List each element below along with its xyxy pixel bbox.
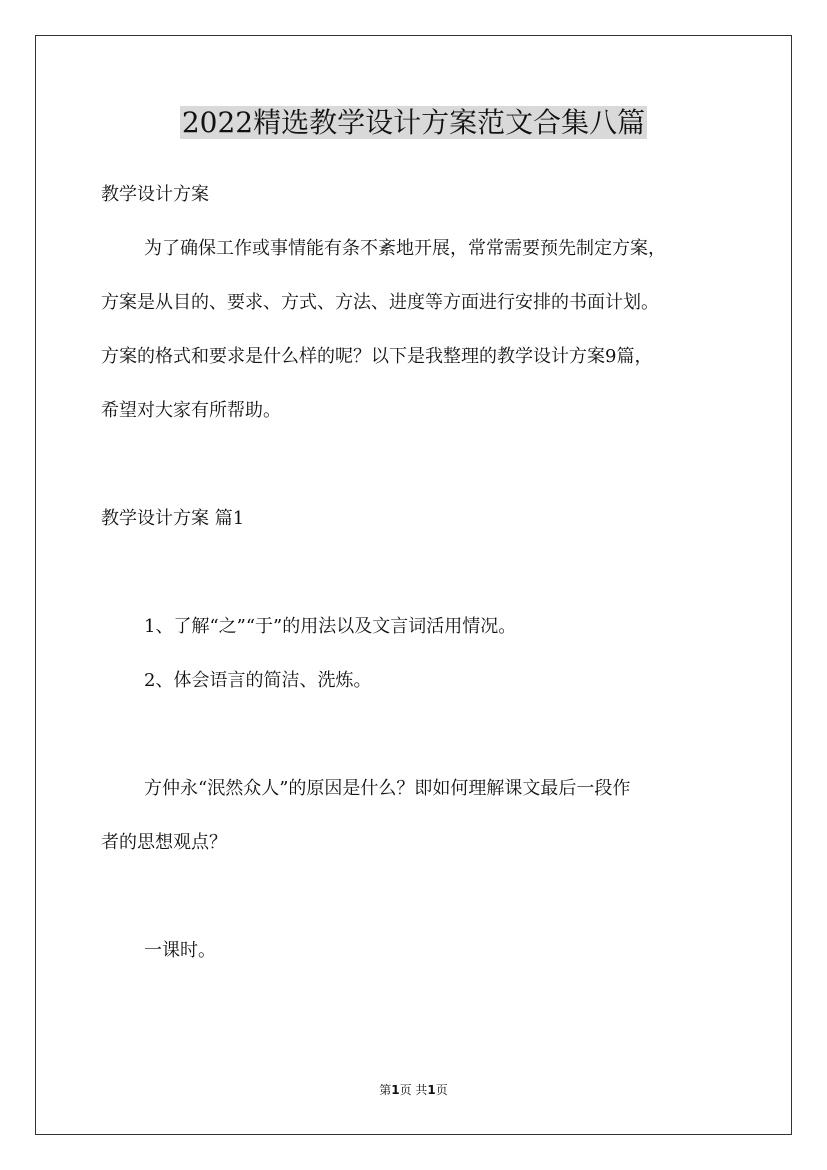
footer-suffix: 页 [435,1083,448,1097]
page-footer [0,1082,827,1098]
intro-line-1: 为了确保工作或事情能有条不紊地开展，常常需要预先制定方案， [144,238,666,259]
document-title-text: 2022精选教学设计方案范文合集八篇 [181,106,646,139]
question-line-2: 者的思想观点？ [101,832,227,853]
footer-current-page: 1 [391,1083,400,1097]
footer-prefix: 第 [379,1083,392,1097]
question-line-1: 方仲永“泯然众人”的原因是什么？即如何理解课文最后一段作 [144,778,631,799]
section-heading: 教学设计方案 [101,184,209,205]
footer-mid: 页 共 [399,1083,428,1097]
objective-1: 1、了解“之”“于”的用法以及文言词活用情况。 [144,616,517,637]
period-note: 一课时。 [144,940,216,961]
intro-line-4: 希望对大家有所帮助。 [101,400,281,421]
document-title [0,103,827,143]
intro-line-2: 方案是从目的、要求、方式、方法、进度等方面进行安排的书面计划。 [101,292,659,313]
objective-2: 2、体会语言的简洁、洗炼。 [144,670,372,691]
intro-line-3: 方案的格式和要求是什么样的呢？以下是我整理的教学设计方案9篇， [101,346,653,367]
chapter-heading: 教学设计方案 篇1 [101,508,245,529]
footer-total-pages: 1 [427,1083,436,1097]
